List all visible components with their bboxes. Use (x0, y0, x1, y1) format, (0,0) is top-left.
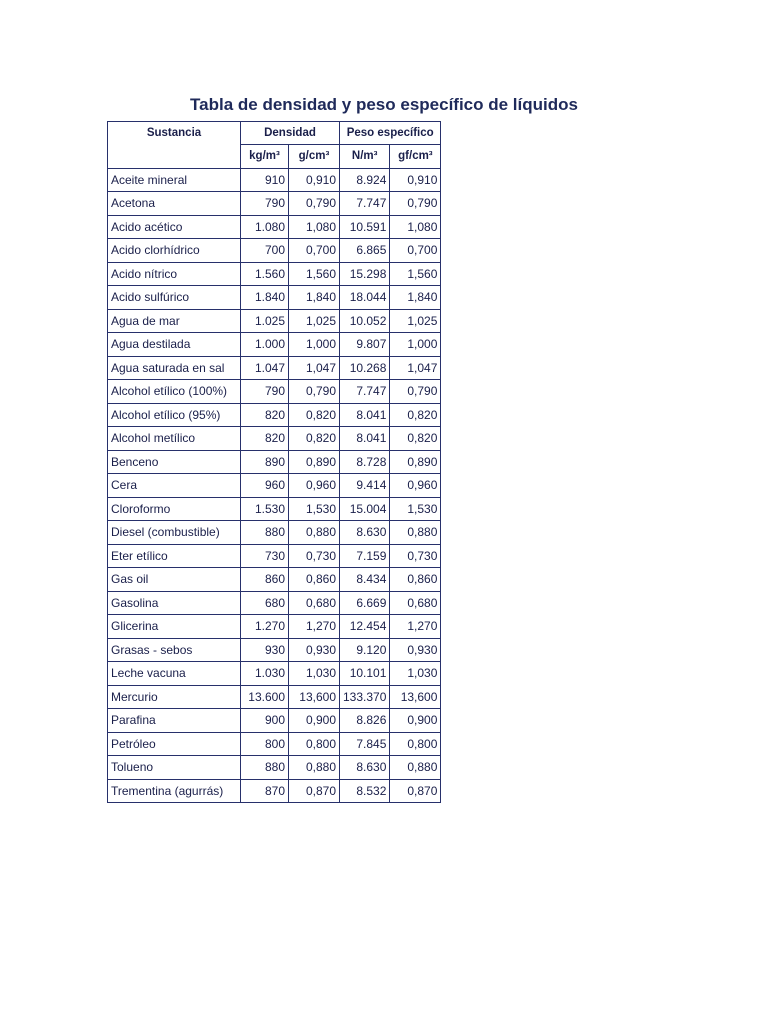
cell-g-cm3: 1,840 (289, 286, 340, 310)
table-row (108, 756, 441, 780)
table-row (108, 333, 441, 357)
cell-n-m3: 9.414 (340, 474, 390, 498)
header-unit-n-m3: N/m³ (340, 145, 390, 169)
table-row (108, 215, 441, 239)
cell-g-cm3: 0,870 (289, 779, 340, 803)
cell-substance-name: Cera (108, 474, 241, 498)
cell-substance-name: Acido clorhídrico (108, 239, 241, 263)
cell-gf-cm3: 0,880 (390, 521, 441, 545)
cell-g-cm3: 0,820 (289, 403, 340, 427)
cell-gf-cm3: 0,730 (390, 544, 441, 568)
cell-n-m3: 8.041 (340, 427, 390, 451)
cell-substance-name: Acido acético (108, 215, 241, 239)
cell-kg-m3: 1.560 (241, 262, 289, 286)
cell-g-cm3: 0,860 (289, 568, 340, 592)
cell-g-cm3: 0,900 (289, 709, 340, 733)
table-row (108, 709, 441, 733)
cell-kg-m3: 680 (241, 591, 289, 615)
cell-gf-cm3: 1,030 (390, 662, 441, 686)
table-row (108, 497, 441, 521)
cell-kg-m3: 790 (241, 192, 289, 216)
cell-kg-m3: 910 (241, 168, 289, 192)
cell-g-cm3: 0,790 (289, 380, 340, 404)
cell-g-cm3: 1,530 (289, 497, 340, 521)
cell-gf-cm3: 1,000 (390, 333, 441, 357)
cell-gf-cm3: 0,890 (390, 450, 441, 474)
table-row (108, 309, 441, 333)
cell-n-m3: 9.807 (340, 333, 390, 357)
cell-gf-cm3: 0,900 (390, 709, 441, 733)
cell-gf-cm3: 1,560 (390, 262, 441, 286)
cell-substance-name: Agua destilada (108, 333, 241, 357)
cell-gf-cm3: 1,080 (390, 215, 441, 239)
cell-n-m3: 7.159 (340, 544, 390, 568)
table-row (108, 521, 441, 545)
cell-kg-m3: 880 (241, 756, 289, 780)
cell-n-m3: 8.630 (340, 521, 390, 545)
cell-substance-name: Grasas - sebos (108, 638, 241, 662)
cell-n-m3: 133.370 (340, 685, 390, 709)
cell-gf-cm3: 13,600 (390, 685, 441, 709)
cell-g-cm3: 0,790 (289, 192, 340, 216)
cell-n-m3: 8.924 (340, 168, 390, 192)
cell-g-cm3: 0,910 (289, 168, 340, 192)
cell-n-m3: 10.052 (340, 309, 390, 333)
table-row (108, 615, 441, 639)
cell-n-m3: 10.591 (340, 215, 390, 239)
cell-g-cm3: 0,730 (289, 544, 340, 568)
table-row (108, 544, 441, 568)
cell-n-m3: 10.101 (340, 662, 390, 686)
cell-kg-m3: 890 (241, 450, 289, 474)
table-row (108, 286, 441, 310)
cell-substance-name: Gasolina (108, 591, 241, 615)
cell-n-m3: 8.630 (340, 756, 390, 780)
cell-substance-name: Petróleo (108, 732, 241, 756)
cell-substance-name: Agua saturada en sal (108, 356, 241, 380)
cell-n-m3: 6.669 (340, 591, 390, 615)
header-peso-especifico: Peso específico (340, 122, 441, 145)
cell-gf-cm3: 1,025 (390, 309, 441, 333)
cell-kg-m3: 870 (241, 779, 289, 803)
cell-substance-name: Leche vacuna (108, 662, 241, 686)
page-title: Tabla de densidad y peso específico de líquidos (190, 95, 578, 114)
cell-substance-name: Glicerina (108, 615, 241, 639)
cell-kg-m3: 900 (241, 709, 289, 733)
cell-n-m3: 12.454 (340, 615, 390, 639)
cell-kg-m3: 1.047 (241, 356, 289, 380)
cell-kg-m3: 820 (241, 427, 289, 451)
cell-n-m3: 18.044 (340, 286, 390, 310)
cell-gf-cm3: 0,930 (390, 638, 441, 662)
cell-n-m3: 7.747 (340, 192, 390, 216)
cell-g-cm3: 13,600 (289, 685, 340, 709)
cell-kg-m3: 730 (241, 544, 289, 568)
cell-n-m3: 9.120 (340, 638, 390, 662)
cell-substance-name: Acido nítrico (108, 262, 241, 286)
table-header (108, 122, 441, 169)
table-row (108, 732, 441, 756)
density-table (107, 121, 441, 803)
cell-n-m3: 8.532 (340, 779, 390, 803)
cell-g-cm3: 0,960 (289, 474, 340, 498)
cell-gf-cm3: 0,700 (390, 239, 441, 263)
cell-gf-cm3: 0,960 (390, 474, 441, 498)
cell-n-m3: 8.041 (340, 403, 390, 427)
cell-kg-m3: 700 (241, 239, 289, 263)
cell-g-cm3: 1,047 (289, 356, 340, 380)
cell-substance-name: Acido sulfúrico (108, 286, 241, 310)
cell-g-cm3: 0,820 (289, 427, 340, 451)
cell-gf-cm3: 0,870 (390, 779, 441, 803)
cell-g-cm3: 0,700 (289, 239, 340, 263)
table-row (108, 591, 441, 615)
header-unit-kg-m3: kg/m³ (241, 145, 289, 169)
cell-substance-name: Agua de mar (108, 309, 241, 333)
cell-g-cm3: 0,880 (289, 756, 340, 780)
table-row (108, 662, 441, 686)
cell-g-cm3: 1,560 (289, 262, 340, 286)
cell-n-m3: 10.268 (340, 356, 390, 380)
cell-gf-cm3: 0,860 (390, 568, 441, 592)
cell-g-cm3: 0,880 (289, 521, 340, 545)
table-row (108, 779, 441, 803)
table-row (108, 356, 441, 380)
table-row (108, 380, 441, 404)
cell-kg-m3: 820 (241, 403, 289, 427)
cell-gf-cm3: 0,680 (390, 591, 441, 615)
cell-gf-cm3: 0,880 (390, 756, 441, 780)
cell-kg-m3: 1.000 (241, 333, 289, 357)
cell-n-m3: 6.865 (340, 239, 390, 263)
cell-substance-name: Trementina (agurrás) (108, 779, 241, 803)
cell-n-m3: 7.845 (340, 732, 390, 756)
header-densidad: Densidad (241, 122, 340, 145)
cell-kg-m3: 790 (241, 380, 289, 404)
cell-gf-cm3: 1,530 (390, 497, 441, 521)
table-row (108, 474, 441, 498)
cell-substance-name: Alcohol metílico (108, 427, 241, 451)
header-unit-g-cm3: g/cm³ (289, 145, 340, 169)
cell-n-m3: 15.298 (340, 262, 390, 286)
cell-substance-name: Tolueno (108, 756, 241, 780)
cell-g-cm3: 0,800 (289, 732, 340, 756)
cell-n-m3: 8.826 (340, 709, 390, 733)
cell-n-m3: 15.004 (340, 497, 390, 521)
table-row (108, 168, 441, 192)
cell-substance-name: Cloroformo (108, 497, 241, 521)
cell-kg-m3: 13.600 (241, 685, 289, 709)
cell-n-m3: 8.728 (340, 450, 390, 474)
table-row (108, 192, 441, 216)
cell-substance-name: Alcohol etílico (95%) (108, 403, 241, 427)
table-row (108, 427, 441, 451)
cell-gf-cm3: 1,047 (390, 356, 441, 380)
cell-substance-name: Parafina (108, 709, 241, 733)
cell-g-cm3: 1,080 (289, 215, 340, 239)
cell-kg-m3: 860 (241, 568, 289, 592)
cell-g-cm3: 1,270 (289, 615, 340, 639)
cell-kg-m3: 1.080 (241, 215, 289, 239)
cell-substance-name: Diesel (combustible) (108, 521, 241, 545)
table-row (108, 239, 441, 263)
cell-gf-cm3: 0,910 (390, 168, 441, 192)
cell-kg-m3: 1.530 (241, 497, 289, 521)
cell-gf-cm3: 0,790 (390, 380, 441, 404)
cell-kg-m3: 960 (241, 474, 289, 498)
cell-g-cm3: 0,890 (289, 450, 340, 474)
table-row (108, 638, 441, 662)
cell-substance-name: Acetona (108, 192, 241, 216)
table-row (108, 262, 441, 286)
header-unit-gf-cm3: gf/cm³ (390, 145, 441, 169)
cell-g-cm3: 1,025 (289, 309, 340, 333)
cell-kg-m3: 930 (241, 638, 289, 662)
cell-gf-cm3: 1,840 (390, 286, 441, 310)
cell-kg-m3: 1.030 (241, 662, 289, 686)
header-row-groups (108, 122, 441, 145)
table-row (108, 685, 441, 709)
table-body (108, 168, 441, 803)
table-row (108, 450, 441, 474)
cell-substance-name: Alcohol etílico (100%) (108, 380, 241, 404)
cell-kg-m3: 1.025 (241, 309, 289, 333)
cell-kg-m3: 1.840 (241, 286, 289, 310)
cell-substance-name: Eter etílico (108, 544, 241, 568)
cell-gf-cm3: 0,790 (390, 192, 441, 216)
cell-gf-cm3: 1,270 (390, 615, 441, 639)
cell-gf-cm3: 0,800 (390, 732, 441, 756)
cell-substance-name: Aceite mineral (108, 168, 241, 192)
cell-g-cm3: 0,680 (289, 591, 340, 615)
table-row (108, 568, 441, 592)
cell-substance-name: Gas oil (108, 568, 241, 592)
cell-gf-cm3: 0,820 (390, 403, 441, 427)
cell-kg-m3: 880 (241, 521, 289, 545)
cell-substance-name: Mercurio (108, 685, 241, 709)
cell-g-cm3: 1,030 (289, 662, 340, 686)
cell-n-m3: 8.434 (340, 568, 390, 592)
cell-n-m3: 7.747 (340, 380, 390, 404)
cell-substance-name: Benceno (108, 450, 241, 474)
table-row (108, 403, 441, 427)
cell-kg-m3: 1.270 (241, 615, 289, 639)
cell-kg-m3: 800 (241, 732, 289, 756)
cell-g-cm3: 1,000 (289, 333, 340, 357)
cell-gf-cm3: 0,820 (390, 427, 441, 451)
cell-g-cm3: 0,930 (289, 638, 340, 662)
header-sustancia: Sustancia (108, 122, 241, 169)
